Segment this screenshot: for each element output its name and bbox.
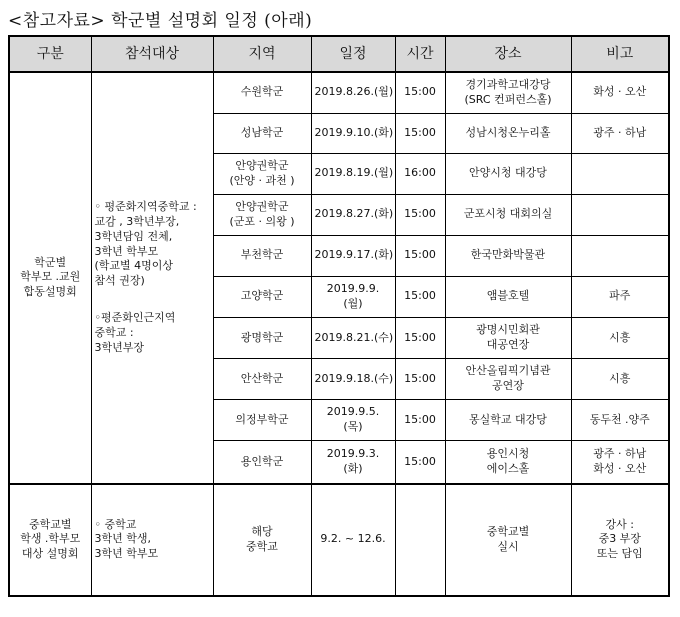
note-cell: 강사 : 중3 부장 또는 담임 [571,484,669,596]
place-cell: 안산올림픽기념관 공연장 [445,359,571,400]
region-cell: 안산학군 [213,359,311,400]
note-cell: 파주 [571,276,669,317]
place-cell: 광명시민회관 대공연장 [445,317,571,358]
time-cell: 15:00 [395,113,445,153]
region-cell: 성남학군 [213,113,311,153]
time-cell: 15:00 [395,235,445,276]
place-cell: 경기과학고대강당 (SRC 컨퍼런스홀) [445,72,571,113]
note-cell: 광주 · 하남 [571,113,669,153]
place-cell: 중학교별 실시 [445,484,571,596]
date-cell: 2019.8.21.(수) [311,317,395,358]
column-header: 장소 [445,36,571,72]
region-cell: 광명학군 [213,317,311,358]
target-cell: ◦ 평준화지역중학교 : 교감 , 3학년부장, 3학년담임 전체, 3학년 학부모 (학교별 4명이상 참석 권장) ◦평준화인근지역 중학교 : 3학년부장 [91,72,213,484]
region-cell: 수원학군 [213,72,311,113]
note-cell: 시흥 [571,359,669,400]
header-row [9,36,669,72]
table-row [9,484,669,596]
date-cell: 2019.9.9. (월) [311,276,395,317]
column-header: 지역 [213,36,311,72]
time-cell: 15:00 [395,72,445,113]
date-cell: 2019.9.3. (화) [311,441,395,484]
page-title: <참고자료> 학군별 설명회 일정 (아래) [8,11,313,31]
place-cell: 몽실학교 대강당 [445,400,571,441]
category-cell: 학군별 학부모 .교원 합동설명회 [9,72,91,484]
place-cell: 용인시청 에이스홀 [445,441,571,484]
region-cell: 안양권학군 (군포 · 의왕 ) [213,194,311,235]
note-cell [571,235,669,276]
region-cell: 의정부학군 [213,400,311,441]
region-cell: 안양권학군 (안양 · 과천 ) [213,153,311,194]
time-cell: 15:00 [395,359,445,400]
date-cell: 2019.9.17.(화) [311,235,395,276]
note-cell [571,194,669,235]
target-cell: ◦ 중학교 3학년 학생, 3학년 학부모 [91,484,213,596]
time-cell: 15:00 [395,276,445,317]
column-header: 시간 [395,36,445,72]
region-cell: 고양학군 [213,276,311,317]
column-header: 비고 [571,36,669,72]
date-cell: 2019.8.26.(월) [311,72,395,113]
note-cell: 광주 · 하남 화성 · 오산 [571,441,669,484]
place-cell: 앰블호텔 [445,276,571,317]
note-cell: 동두천 .양주 [571,400,669,441]
region-cell: 해당 중학교 [213,484,311,596]
date-cell: 2019.8.19.(월) [311,153,395,194]
column-header: 일정 [311,36,395,72]
time-cell: 15:00 [395,317,445,358]
place-cell: 군포시청 대회의실 [445,194,571,235]
note-cell [571,153,669,194]
date-cell: 2019.8.27.(화) [311,194,395,235]
column-header: 참석대상 [91,36,213,72]
date-cell: 2019.9.10.(화) [311,113,395,153]
date-cell: 9.2. ~ 12.6. [311,484,395,596]
region-cell: 부천학군 [213,235,311,276]
time-cell: 16:00 [395,153,445,194]
date-cell: 2019.9.18.(수) [311,359,395,400]
time-cell [395,484,445,596]
time-cell: 15:00 [395,400,445,441]
note-cell: 화성 · 오산 [571,72,669,113]
table-row [9,72,669,113]
region-cell: 용인학군 [213,441,311,484]
category-cell: 중학교별 학생 .학부모 대상 설명회 [9,484,91,596]
place-cell: 안양시청 대강당 [445,153,571,194]
schedule-table [8,35,670,597]
note-cell: 시흥 [571,317,669,358]
time-cell: 15:00 [395,194,445,235]
column-header: 구분 [9,36,91,72]
place-cell: 한국만화박물관 [445,235,571,276]
date-cell: 2019.9.5. (목) [311,400,395,441]
time-cell: 15:00 [395,441,445,484]
place-cell: 성남시청온누리홀 [445,113,571,153]
